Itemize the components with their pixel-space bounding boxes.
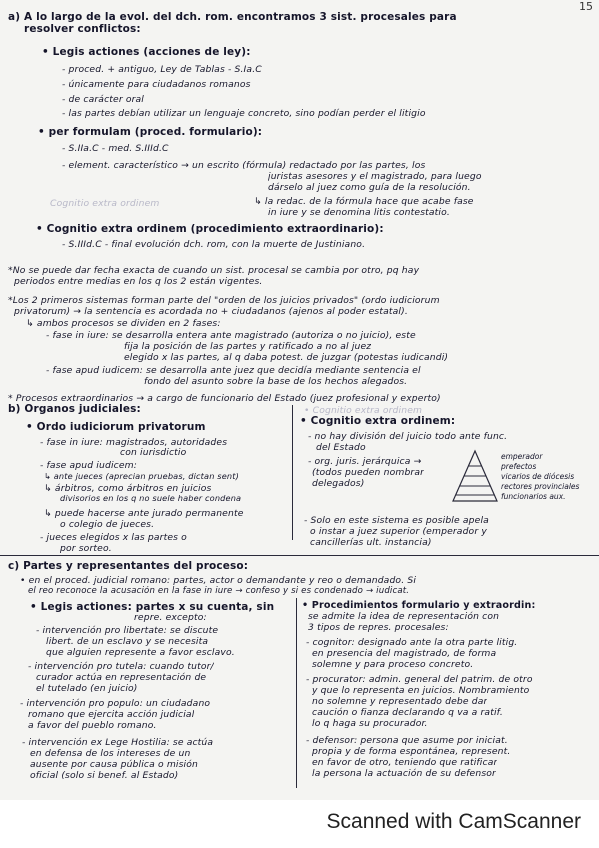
section-c-left-line: en defensa de los intereses de un xyxy=(30,748,191,759)
section-b-right-line: • Cognitio extra ordinem: xyxy=(300,416,456,427)
section-b-left-line: - jueces elegidos x las partes o xyxy=(40,532,187,543)
section-c-right-line: - cognitor: designado ante la otra parte litig. xyxy=(306,637,518,648)
note-line: fondo del asunto sobre la base de los hechos alegados. xyxy=(144,376,408,387)
section-c-left-line: - intervención ex Lege Hostilia: se actúa xyxy=(22,737,214,748)
section-a-line: - element. característico → un escrito (fórmula) redactado por las partes, los xyxy=(62,160,426,171)
section-b-left-line: por sorteo. xyxy=(60,543,112,554)
section-c-left-line: a favor del pueblo romano. xyxy=(28,720,157,731)
section-c-right-line: en presencia del magistrado, de forma xyxy=(312,648,497,659)
section-a-line: - proced. + antiguo, Ley de Tablas - S.Ia.C xyxy=(62,64,262,75)
section-c-right-line: y que lo representa en juicios. Nombramiento xyxy=(312,685,530,696)
section-c-left-line: - intervención pro populo: un ciudadano xyxy=(20,698,211,709)
section-c-right-line: - procurator: admin. general del patrim. de otro xyxy=(306,674,533,685)
section-b-right-faded: • Cognitio extra ordinem xyxy=(304,405,423,416)
section-b-title: b) Órganos judiciales: xyxy=(8,404,141,415)
section-b-left-line: - fase in iure: magistrados, autoridades xyxy=(40,437,228,448)
section-a-line: in iure y se denomina litis contestatio. xyxy=(268,207,450,218)
section-c-left-line: repre. excepto: xyxy=(134,612,207,623)
section-a-line: ↳ la redac. de la fórmula hace que acabe fase xyxy=(254,196,474,207)
section-c-left-line: ausente por causa pública o misión xyxy=(30,759,199,770)
note-line: *No se puede dar fecha exacta de cuando un sist. procesal se cambia por otro, pq hay xyxy=(8,265,420,276)
section-a-line: - S.IIa.C - med. S.IIId.C xyxy=(62,143,169,154)
section-c-left-line: el tutelado (en juicio) xyxy=(36,683,138,694)
section-c-right-line: caución o fianza declarando q va a ratif. xyxy=(312,707,503,718)
section-a-line: - S.IIId.C - final evolución dch. rom, con la muerte de Justiniano. xyxy=(62,239,366,250)
section-c-right-line: • Procedimientos formulario y extraordin: xyxy=(302,600,536,611)
pyramid-label: prefectos xyxy=(501,462,537,471)
section-a-line-faded: Cognitio extra ordinem xyxy=(50,198,160,209)
section-b-right-line: (todos pueden nombrar xyxy=(312,467,425,478)
hierarchy-pyramid xyxy=(451,449,595,505)
section-b-left-line: - fase apud iudicem: xyxy=(40,460,138,471)
section-a-line: - las partes debían utilizar un lenguaje concreto, sino podían perder el litigio xyxy=(62,108,426,119)
note-line: fija la posición de las partes y ratificado a no al juez xyxy=(124,341,372,352)
section-a-line: - únicamente para ciudadanos romanos xyxy=(62,79,251,90)
section-b-left-line: • Ordo iudiciorum privatorum xyxy=(26,422,206,433)
section-b-left-line: ↳ ante jueces (aprecian pruebas, dictan sent) xyxy=(44,471,239,481)
pyramid-label: emperador xyxy=(501,452,543,461)
section-c-intro-line: • en el proced. judicial romano: partes, actor o demandante y reo o demandado. Si xyxy=(20,575,417,586)
section-c-intro-line: el reo reconoce la acusación en la fase in iure → confeso y si es condenado → iudicat. xyxy=(28,586,410,596)
section-a-line: • Legis actiones (acciones de ley): xyxy=(42,47,251,58)
page-number: 15 xyxy=(579,0,593,13)
section-a-line: a) A lo largo de la evol. del dch. rom. encontramos 3 sist. procesales para xyxy=(8,12,457,23)
note-line: privatorum) → la sentencia es acordada no + ciudadanos (ajenos al poder estatal). xyxy=(14,306,408,317)
section-b-left-line: con iurisdictio xyxy=(120,447,187,458)
note-line: * Procesos extraordinarios → a cargo de funcionario del Estado (juez profesional y experto) xyxy=(8,393,441,404)
section-b-left-line: o colegio de jueces. xyxy=(60,519,155,530)
section-a-line: dárselo al juez como guía de la resolución. xyxy=(268,182,471,193)
section-b-right-line: o instar a juez superior (emperador y xyxy=(310,526,487,537)
note-line: *Los 2 primeros sistemas forman parte del "orden de los juicios privados" (ordo iudiciorum xyxy=(8,295,440,306)
note-line: - fase in iure: se desarrolla entera ante magistrado (autoriza o no juicio), este xyxy=(46,330,416,341)
column-divider xyxy=(296,598,297,788)
scanner-watermark-text: Scanned with CamScanner xyxy=(326,810,581,833)
section-c-left-line: - intervención pro tutela: cuando tutor/ xyxy=(28,661,214,672)
section-c-right-line: - defensor: persona que asume por iniciat. xyxy=(306,735,508,746)
section-a-line: juristas asesores y el magistrado, para luego xyxy=(268,171,482,182)
section-c-title: c) Partes y representantes del proceso: xyxy=(8,561,249,572)
note-line: periodos entre medias en los q los 2 están vigentes. xyxy=(14,276,263,287)
section-c-left-line: oficial (solo si benef. al Estado) xyxy=(30,770,179,781)
note-line: - fase apud iudicem: se desarrolla ante juez que decidía mediante sentencia el xyxy=(46,365,421,376)
section-b-right-line: del Estado xyxy=(316,442,366,453)
section-c-right-line: la persona la actuación de su defensor xyxy=(312,768,496,779)
section-b-right-line: - no hay división del juicio todo ante func. xyxy=(308,431,508,442)
section-divider xyxy=(0,555,599,556)
section-b-left-line: ↳ puede hacerse ante jurado permanente xyxy=(44,508,244,519)
section-c-right-line: lo q haga su procurador. xyxy=(312,718,428,729)
section-c-left-line: • Legis actiones: partes x su cuenta, sin xyxy=(30,602,275,613)
note-line: elegido x las partes, al q daba potest. de juzgar (potestas iudicandi) xyxy=(124,352,449,363)
pyramid-label: rectores provinciales xyxy=(501,482,580,491)
column-divider xyxy=(292,405,293,540)
section-a-line: • per formulam (proced. formulario): xyxy=(38,127,263,138)
section-c-left-line: - intervención pro libertate: se discute xyxy=(36,625,219,636)
section-c-right-line: no solemne y representado debe dar xyxy=(312,696,488,707)
pyramid-label: vicarios de diócesis xyxy=(501,472,575,481)
section-a-line: - de carácter oral xyxy=(62,94,145,105)
section-c-left-line: que alguien represente a favor esclavo. xyxy=(46,647,235,658)
section-c-left-line: curador actúa en representación de xyxy=(36,672,207,683)
section-c-right-line: solemne y para proceso concreto. xyxy=(312,659,474,670)
section-b-right-line: cancillerías ult. instancia) xyxy=(310,537,432,548)
pyramid-label: funcionarios aux. xyxy=(501,492,566,501)
section-a-line: • Cognitio extra ordinem (procedimiento extraordinario): xyxy=(36,224,384,235)
section-b-left-line: divisorios en los q no suele haber condena xyxy=(60,493,242,503)
section-b-right-line: - Solo en este sistema es posible apela xyxy=(304,515,489,526)
section-c-left-line: romano que ejercita acción judicial xyxy=(28,709,195,720)
section-c-right-line: se admite la idea de representación con xyxy=(308,611,500,622)
scanner-footer xyxy=(0,800,599,848)
section-b-right-line: delegados) xyxy=(312,478,365,489)
section-a-line: resolver conflictos: xyxy=(24,24,141,35)
section-c-right-line: propia y de forma espontánea, represent. xyxy=(312,746,511,757)
section-b-right-line: - org. juris. jerárquica → xyxy=(308,456,422,467)
section-c-right-line: en favor de otro, teniendo que ratificar xyxy=(312,757,498,768)
note-line: ↳ ambos procesos se dividen en 2 fases: xyxy=(26,318,221,329)
section-b-left-line: ↳ árbitros, como árbitros en juicios xyxy=(44,483,212,494)
section-c-right-line: 3 tipos de repres. procesales: xyxy=(308,622,449,633)
section-c-left-line: libert. de un esclavo y se necesita xyxy=(46,636,209,647)
